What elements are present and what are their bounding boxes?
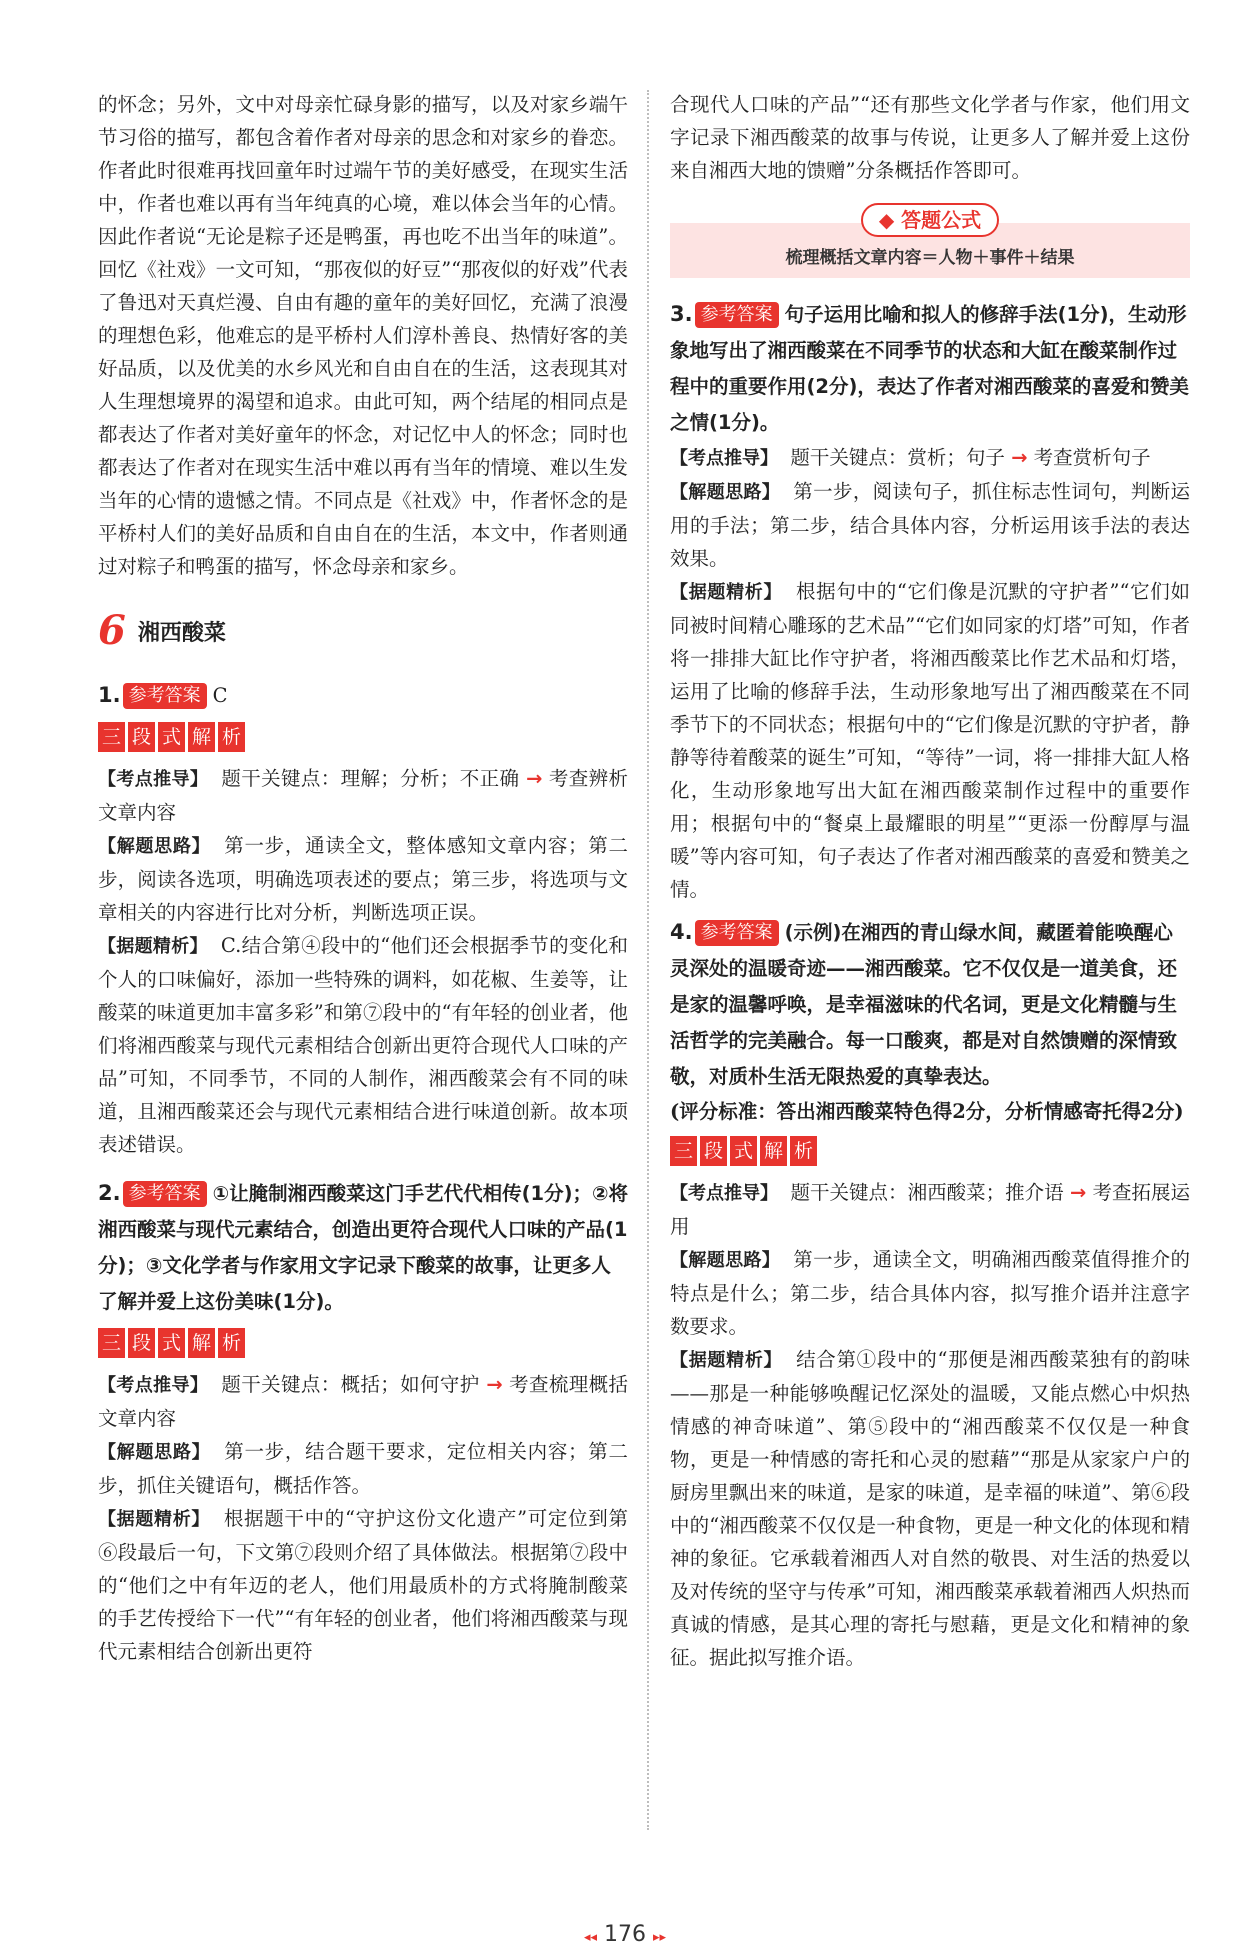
q4-number: 4.	[670, 920, 693, 944]
kaodian-result: 考查赏析句子	[1033, 446, 1151, 469]
badge-char: 段	[700, 1136, 727, 1166]
q4-kaodian	[670, 1176, 1190, 1243]
q2-jingxi	[98, 1502, 628, 1668]
section-heading	[98, 607, 628, 654]
answer-formula-box	[670, 203, 1190, 278]
kaodian-result: 考查拓展运用	[670, 1181, 1190, 1238]
formula-title: ◆ 答题公式	[861, 203, 999, 237]
jingxi-text: 根据句中的“它们像是沉默的守护者”“它们如同被时间精心雕琢的艺术品”“它们如同家的灯塔”可知，作者将一排排大缸比作守护者，将湘西酸菜比作艺术品和灯塔，运用了比喻的修辞手法，生动形象地写出了湘西酸菜在不同季节下的不同状态；根据句中的“它们像是沉默的守护者，静静等待着酸菜的诞生”可知，“等待”一词，将一排排大缸人格化，生动形象地写出大缸在湘西酸菜制作过程中的重要作用；根据句中的“餐桌上最耀眼的明星”“更添一份醇厚与温暖”等内容可知，句子表达了作者对湘西酸菜的喜爱和赞美之情。	[670, 580, 1190, 901]
q3-answer-line	[670, 296, 1190, 441]
badge-char: 段	[128, 722, 155, 752]
q4-answer-line	[670, 914, 1190, 1095]
page-number-value: 176	[604, 1922, 646, 1947]
q4-analysis-badge	[670, 1136, 1190, 1166]
q2-analysis-badge	[98, 1328, 628, 1358]
jieti-text: 第一步，通读全文，明确湘西酸菜值得推介的特点是什么；第二步，结合具体内容，拟写推介语并注意字数要求。	[670, 1248, 1190, 1338]
badge-char: 式	[158, 1328, 185, 1358]
q1-answer-badge: 参考答案	[123, 683, 207, 709]
q1-jingxi	[98, 929, 628, 1161]
q1-answer: C	[212, 684, 228, 707]
q2-answer-line	[98, 1175, 628, 1320]
q1-jieti	[98, 829, 628, 929]
jieti-text: 第一步，阅读句子，抓住标志性词句，判断运用的手法；第二步，结合具体内容，分析运用该手法的表达效果。	[670, 480, 1190, 570]
jingxi-tag: 【据题精析】	[670, 582, 783, 603]
jingxi-tag: 【据题精析】	[98, 936, 208, 957]
arrow-right-icon: →	[525, 767, 543, 790]
badge-char: 解	[188, 722, 215, 752]
jieti-tag: 【解题思路】	[670, 1250, 781, 1271]
q4-jieti	[670, 1243, 1190, 1343]
jingxi-text: 结合第①段中的“那便是湘西酸菜独有的韵味——那是一种能够唤醒记忆深处的温暖，又能点燃心中炽热情感的神奇味道”、第⑤段中的“湘西酸菜不仅仅是一种食物，更是一种情感的寄托和心灵的慰藉”“那是从家家户户的厨房里飘出来的味道，是家的味道，是幸福的味道”、第⑥段中的“湘西酸菜不仅仅是一种食物，更是一种文化的体现和精神的象征。它承载着湘西人对自然的敬畏、对生活的热爱以及对传统的坚守与传承”可知，湘西酸菜承载着湘西人炽热而真诚的情感，是其心理的寄托与慰藉，更是文化和精神的象征。据此拟写推介语。	[670, 1348, 1190, 1669]
kaodian-tag: 【考点推导】	[670, 448, 778, 469]
q4-answer-badge: 参考答案	[695, 920, 779, 946]
arrow-right-icon: →	[1069, 1181, 1087, 1204]
kaodian-text: 题干关键点：赏析；句子	[790, 446, 1005, 469]
question-4	[670, 914, 1190, 1674]
page-right-arrows-icon: ▸▸	[653, 1930, 667, 1945]
badge-char: 三	[98, 722, 125, 752]
kaodian-text: 题干关键点：理解；分析；不正确	[221, 767, 520, 790]
q3-kaodian	[670, 441, 1190, 475]
right-column	[670, 88, 1190, 1674]
kaodian-text: 题干关键点：湘西酸菜；推介语	[790, 1181, 1064, 1204]
q4-score-standard: (评分标准：答出湘西酸菜特色得2分，分析情感寄托得2分)	[670, 1100, 1184, 1123]
q3-jingxi	[670, 575, 1190, 906]
q1-number: 1.	[98, 683, 121, 707]
jieti-tag: 【解题思路】	[670, 482, 781, 503]
q1-kaodian	[98, 762, 628, 829]
q1-answer-line	[98, 677, 628, 714]
question-1	[98, 677, 628, 1161]
jingxi-text: 根据题干中的“守护这份文化遗产”可定位到第⑥段最后一句，下文第⑦段则介绍了具体做法。根据第⑦段中的“他们之中有年迈的老人，他们用最质朴的方式将腌制酸菜的手艺传授给下一代”“有年轻的创业者，他们将湘西酸菜与现代元素相结合创新出更符	[98, 1507, 628, 1663]
kaodian-text: 题干关键点：概括；如何守护	[221, 1373, 480, 1396]
badge-char: 式	[730, 1136, 757, 1166]
page-left-arrows-icon: ◂◂	[583, 1930, 597, 1945]
q4-answer: (示例)在湘西的青山绿水间，藏匿着能唤醒心灵深处的温暖奇迹——湘西酸菜。它不仅仅是一道美食，还是家的温馨呼唤，是幸福滋味的代名词，更是文化精髓与生活哲学的完美融合。每一口酸爽，都是对自然馈赠的深情致敬，对质朴生活无限热爱的真挚表达。	[670, 921, 1178, 1088]
section-number: 6	[98, 607, 126, 654]
jieti-text: 第一步，结合题干要求，定位相关内容；第二步，抓住关键语句，概括作答。	[98, 1440, 628, 1497]
jingxi-tag: 【据题精析】	[98, 1509, 211, 1530]
kaodian-result: 考查辨析文章内容	[98, 767, 628, 824]
jieti-text: 第一步，通读全文，整体感知文章内容；第二步，阅读各选项，明确选项表述的要点；第三步，将选项与文章相关的内容进行比对分析，判断选项正误。	[98, 834, 628, 924]
q2-kaodian	[98, 1368, 628, 1435]
badge-char: 三	[98, 1328, 125, 1358]
intro-paragraph: 的怀念；另外，文中对母亲忙碌身影的描写，以及对家乡端午节习俗的描写，都包含着作者对母亲的思念和对家乡的眷恋。作者此时很难再找回童年时过端午节的美好感受，在现实生活中，作者也难以再有当年纯真的心境，难以体会当年的心情。因此作者说“无论是粽子还是鸭蛋，再也吃不出当年的味道”。回忆《社戏》一文可知，“那夜似的好豆”“那夜似的好戏”代表了鲁迅对天真烂漫、自由有趣的童年的美好回忆，充满了浪漫的理想色彩，他难忘的是平桥村人们淳朴善良、热情好客的美好品质，以及优美的水乡风光和自由自在的生活，这表现其对人生理想境界的渴望和追求。由此可知，两个结尾的相同点是都表达了作者对美好童年的怀念，对记忆中人的怀念；同时也都表达了作者对在现实生活中难以再有当年的情境、难以生发当年的心情的遗憾之情。不同点是《社戏》中，作者怀念的是平桥村人们的美好品质和自由自在的生活，本文中，作者则通过对粽子和鸭蛋的描写，怀念母亲和家乡。	[98, 93, 628, 578]
q2-number: 2.	[98, 1181, 121, 1205]
q3-answer-badge: 参考答案	[695, 302, 779, 328]
badge-char: 析	[790, 1136, 817, 1166]
q1-analysis-badge	[98, 722, 628, 752]
badge-char: 三	[670, 1136, 697, 1166]
q4-jingxi	[670, 1343, 1190, 1674]
kaodian-result: 考查梳理概括文章内容	[98, 1373, 628, 1430]
jieti-tag: 【解题思路】	[98, 836, 211, 857]
kaodian-tag: 【考点推导】	[670, 1183, 779, 1204]
question-3	[670, 296, 1190, 906]
jingxi-tag: 【据题精析】	[670, 1350, 783, 1371]
continued-text: 合现代人口味的产品”“还有那些文化学者与作家，他们用文字记录下湘西酸菜的故事与传说，让更多人了解并爱上这份来自湘西大地的馈赠”分条概括作答即可。	[670, 93, 1190, 182]
q3-jieti	[670, 475, 1190, 575]
q2-answer: ①让腌制湘西酸菜这门手艺代代相传(1分)；②将湘西酸菜与现代元素结合，创造出更符合现代人口味的产品(1分)；③文化学者与作家用文字记录下酸菜的故事，让更多人了解并爱上这份美味(1分)。	[98, 1182, 629, 1313]
badge-char: 解	[760, 1136, 787, 1166]
left-column	[98, 88, 628, 1668]
q2-answer-badge: 参考答案	[123, 1181, 207, 1207]
formula-body: 梳理概括文章内容＝人物＋事件＋结果	[670, 223, 1190, 278]
q2-jieti	[98, 1435, 628, 1502]
q3-answer: 句子运用比喻和拟人的修辞手法(1分)，生动形象地写出了湘西酸菜在不同季节的状态和大缸在酸菜制作过程中的重要作用(2分)，表达了作者对湘西酸菜的喜爱和赞美之情(1分)。	[670, 303, 1189, 434]
q3-number: 3.	[670, 302, 693, 326]
arrow-right-icon: →	[486, 1373, 503, 1396]
jingxi-text: C.结合第④段中的“他们还会根据季节的变化和个人的口味偏好，添加一些特殊的调料，如花椒、生姜等，让酸菜的味道更加丰富多彩”和第⑦段中的“有年轻的创业者，他们将湘西酸菜与现代元素相结合创新出更符合现代人口味的产品”可知，不同季节，不同的人制作，湘西酸菜会有不同的味道，且湘西酸菜还会与现代元素相结合进行味道创新。故本项表述错误。	[98, 934, 629, 1156]
jieti-tag: 【解题思路】	[98, 1442, 211, 1463]
badge-char: 析	[218, 1328, 245, 1358]
kaodian-tag: 【考点推导】	[98, 1375, 209, 1396]
arrow-right-icon: →	[1011, 446, 1028, 469]
badge-char: 析	[218, 722, 245, 752]
badge-char: 式	[158, 722, 185, 752]
badge-char: 段	[128, 1328, 155, 1358]
question-2	[98, 1175, 628, 1668]
kaodian-tag: 【考点推导】	[98, 769, 209, 790]
section-title: 湘西酸菜	[137, 620, 226, 646]
badge-char: 解	[188, 1328, 215, 1358]
page-number	[0, 1922, 1250, 1947]
column-divider	[647, 90, 649, 1830]
